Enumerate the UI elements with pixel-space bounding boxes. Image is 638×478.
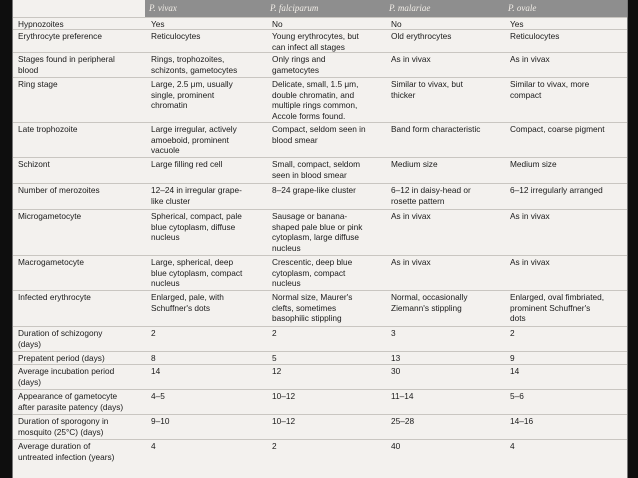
cell-p-ovale: 2 [504, 327, 627, 352]
table-row [13, 53, 627, 78]
row-label: Schizont [13, 158, 145, 184]
header-p-malariae: P. malariae [385, 0, 504, 18]
cell-p-malariae: Similar to vivax, but thicker [385, 78, 504, 123]
row-label: Stages found in peripheral blood [13, 53, 145, 78]
cell-p-vivax: 14 [145, 365, 266, 390]
cell-p-vivax: 2 [145, 327, 266, 352]
cell-p-ovale: Similar to vivax, more compact [504, 78, 627, 123]
row-label: Infected erythrocyte [13, 291, 145, 327]
document-page [12, 0, 628, 478]
cell-p-falciparum: 10–12 [266, 415, 385, 440]
cell-p-falciparum: 2 [266, 440, 385, 464]
cell-p-falciparum: Compact, seldom seen in blood smear [266, 123, 385, 158]
header-blank [13, 0, 145, 18]
cell-p-vivax: 8 [145, 352, 266, 365]
cell-p-falciparum: 10–12 [266, 390, 385, 415]
cell-p-falciparum: Small, compact, seldom seen in blood smear [266, 158, 385, 184]
row-label: Number of merozoites [13, 184, 145, 210]
table-row [13, 440, 627, 464]
row-label: Duration of schizogony (days) [13, 327, 145, 352]
row-label: Microgametocyte [13, 210, 145, 256]
cell-p-malariae: 40 [385, 440, 504, 464]
cell-p-falciparum: 5 [266, 352, 385, 365]
cell-p-ovale: Medium size [504, 158, 627, 184]
cell-p-malariae: 13 [385, 352, 504, 365]
cell-p-malariae: 11–14 [385, 390, 504, 415]
cell-p-ovale: Enlarged, oval fimbriated, prominent Schuffner's dots [504, 291, 627, 327]
cell-p-malariae: Medium size [385, 158, 504, 184]
cell-p-falciparum: No [266, 18, 385, 30]
row-label: Average incubation period (days) [13, 365, 145, 390]
cell-p-falciparum: Only rings and gametocytes [266, 53, 385, 78]
header-p-falciparum: P. falciparum [266, 0, 385, 18]
cell-p-falciparum: 8–24 grape-like cluster [266, 184, 385, 210]
table-row [13, 18, 627, 30]
row-label: Prepatent period (days) [13, 352, 145, 365]
cell-p-ovale: 5–6 [504, 390, 627, 415]
row-label: Macrogametocyte [13, 256, 145, 291]
cell-p-vivax: Reticulocytes [145, 30, 266, 53]
cell-p-malariae: Band form characteristic [385, 123, 504, 158]
table-row [13, 30, 627, 53]
cell-p-falciparum: 2 [266, 327, 385, 352]
table-row [13, 78, 627, 123]
cell-p-ovale: 4 [504, 440, 627, 464]
cell-p-ovale: 6–12 irregularly arranged [504, 184, 627, 210]
row-label: Average duration of untreated infection (years) [13, 440, 145, 464]
table-row [13, 352, 627, 365]
row-label: Appearance of gametocyte after parasite patency (days) [13, 390, 145, 415]
cell-p-ovale: As in vivax [504, 210, 627, 256]
cell-p-malariae: 3 [385, 327, 504, 352]
cell-p-ovale: 14 [504, 365, 627, 390]
cell-p-ovale: As in vivax [504, 53, 627, 78]
table-row [13, 256, 627, 291]
cell-p-ovale: Compact, coarse pigment [504, 123, 627, 158]
table-row [13, 123, 627, 158]
row-label: Hypnozoites [13, 18, 145, 30]
cell-p-ovale: As in vivax [504, 256, 627, 291]
cell-p-falciparum: Sausage or banana- shaped pale blue or pink cytoplasm, large diffuse nucleus [266, 210, 385, 256]
cell-p-ovale: Reticulocytes [504, 30, 627, 53]
cell-p-falciparum: Crescentic, deep blue cytoplasm, compact nucleus [266, 256, 385, 291]
cell-p-vivax: Large filling red cell [145, 158, 266, 184]
cell-p-malariae: As in vivax [385, 53, 504, 78]
cell-p-vivax: Large, spherical, deep blue cytoplasm, compact nucleus [145, 256, 266, 291]
cell-p-vivax: 9–10 [145, 415, 266, 440]
cell-p-vivax: Large irregular, actively amoeboid, prominent vacuole [145, 123, 266, 158]
cell-p-ovale: 9 [504, 352, 627, 365]
table-row [13, 390, 627, 415]
cell-p-falciparum: 12 [266, 365, 385, 390]
cell-p-falciparum: Young erythrocytes, but can infect all stages [266, 30, 385, 53]
cell-p-vivax: Enlarged, pale, with Schuffner's dots [145, 291, 266, 327]
cell-p-malariae: 25–28 [385, 415, 504, 440]
cell-p-vivax: Rings, trophozoites, schizonts, gametocytes [145, 53, 266, 78]
cell-p-vivax: 4–5 [145, 390, 266, 415]
cell-p-malariae: As in vivax [385, 256, 504, 291]
cell-p-falciparum: Normal size, Maurer's clefts, sometimes basophilic stippling [266, 291, 385, 327]
cell-p-vivax: Yes [145, 18, 266, 30]
cell-p-malariae: 30 [385, 365, 504, 390]
table-row [13, 415, 627, 440]
malaria-species-comparison-table [13, 0, 627, 464]
cell-p-malariae: No [385, 18, 504, 30]
cell-p-malariae: 6–12 in daisy-head or rosette pattern [385, 184, 504, 210]
cell-p-falciparum: Delicate, small, 1.5 μm, double chromatin, and multiple rings common, Accole forms found. [266, 78, 385, 123]
table-body [13, 18, 627, 464]
table-row [13, 210, 627, 256]
cell-p-vivax: 4 [145, 440, 266, 464]
table-row [13, 327, 627, 352]
cell-p-ovale: 14–16 [504, 415, 627, 440]
header-row [13, 0, 627, 18]
row-label: Ring stage [13, 78, 145, 123]
header-p-vivax: P. vivax [145, 0, 266, 18]
table-row [13, 291, 627, 327]
cell-p-ovale: Yes [504, 18, 627, 30]
cell-p-vivax: 12–24 in irregular grape- like cluster [145, 184, 266, 210]
table-row [13, 365, 627, 390]
row-label: Late trophozoite [13, 123, 145, 158]
row-label: Duration of sporogony in mosquito (25°C) (days) [13, 415, 145, 440]
cell-p-vivax: Large, 2.5 μm, usually single, prominent chromatin [145, 78, 266, 123]
cell-p-vivax: Spherical, compact, pale blue cytoplasm, diffuse nucleus [145, 210, 266, 256]
table-row [13, 158, 627, 184]
cell-p-malariae: Old erythrocytes [385, 30, 504, 53]
table-row [13, 184, 627, 210]
cell-p-malariae: Normal, occasionally Ziemann's stippling [385, 291, 504, 327]
header-p-ovale: P. ovale [504, 0, 627, 18]
row-label: Erythrocyte preference [13, 30, 145, 53]
cell-p-malariae: As in vivax [385, 210, 504, 256]
